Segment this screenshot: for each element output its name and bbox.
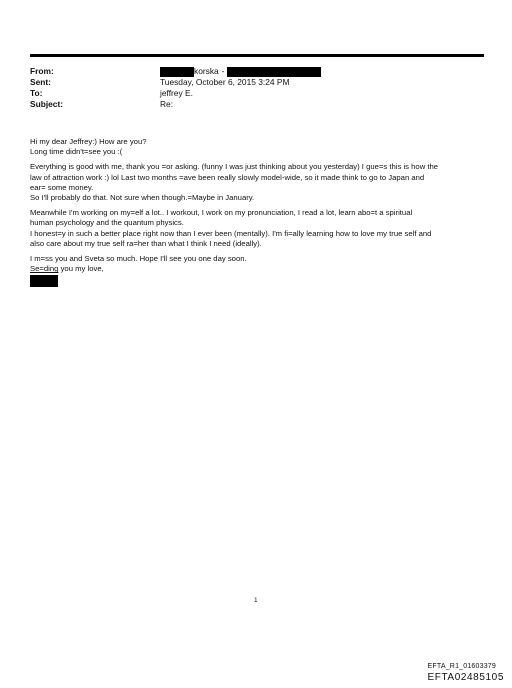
footer-ref-1: EFTA_R1_01603379 bbox=[427, 663, 496, 670]
paragraph-2 bbox=[30, 208, 485, 249]
email-header bbox=[30, 66, 321, 110]
header-rule bbox=[30, 54, 484, 57]
paragraph-3 bbox=[30, 254, 485, 287]
body-line: I m=ss you and Sveta so much. Hope I'll see you one day soon. bbox=[30, 254, 247, 264]
subject-label: Subject: bbox=[30, 99, 64, 109]
body-line: also care about my true self ra=her than what I think I need (ideally). bbox=[30, 238, 262, 248]
to-row bbox=[30, 88, 321, 99]
paragraph-1 bbox=[30, 162, 485, 203]
body-line: I honest=y in such a better place right now than I ever been (mentally). I'm fi=ally learning how to love my true self and bbox=[30, 228, 432, 238]
redaction-block bbox=[227, 67, 321, 77]
from-label: From: bbox=[30, 66, 54, 76]
body-line: So I'll probably do that. Not sure when though.=Maybe in January. bbox=[30, 193, 255, 203]
from-row bbox=[30, 66, 321, 77]
signature-redaction bbox=[30, 275, 58, 287]
sent-row bbox=[30, 77, 321, 88]
body-line: law of attraction work :) lol Last two months =ave been really slowly model-wide, so it made think to go to Japan and bbox=[30, 172, 425, 182]
subject-row bbox=[30, 99, 321, 110]
body-line: Long time didn't=see you :( bbox=[30, 147, 123, 157]
closing-rest: you my love, bbox=[58, 264, 104, 274]
sent-value: Tuesday, October 6, 2015 3:24 PM bbox=[160, 77, 290, 87]
body-line: ear= some money. bbox=[30, 182, 94, 192]
sent-label: Sent: bbox=[30, 77, 51, 87]
subject-value: Re: bbox=[160, 99, 174, 109]
body-line: Everything is good with me, thank you =or asking. (funny I was just thinking about you yesterday) I gue=s this is how the bbox=[30, 162, 439, 172]
from-separator: - bbox=[221, 66, 225, 76]
to-value: jeffrey E. bbox=[160, 88, 193, 98]
body-line: Meanwhile I'm working on my=elf a lot.. I workout, I work on my pronunciation, I read a lot, learn abo=t a spiritual bbox=[30, 208, 413, 218]
redaction-block bbox=[160, 67, 194, 77]
from-value bbox=[160, 66, 321, 77]
page-number: 1 bbox=[254, 597, 258, 604]
closing-line bbox=[30, 264, 485, 274]
body-line: Hi my dear Jeffrey:) How are you? bbox=[30, 137, 147, 146]
greeting-paragraph bbox=[30, 137, 485, 157]
closing-underlined: Se=ding bbox=[30, 264, 59, 274]
footer-ref-2: EFTA02485105 bbox=[427, 672, 504, 683]
email-body bbox=[30, 137, 485, 292]
body-line: human psychology and the quantum physics. bbox=[30, 218, 184, 228]
from-name: korska bbox=[194, 66, 219, 76]
to-label: To: bbox=[30, 88, 43, 98]
